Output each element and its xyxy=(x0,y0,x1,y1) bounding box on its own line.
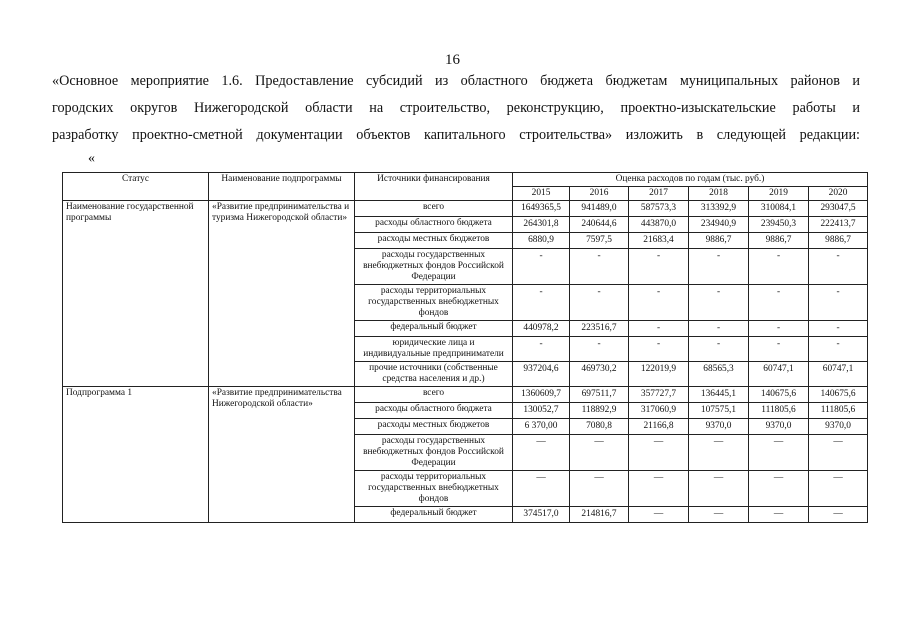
financing-table xyxy=(62,172,868,523)
value-cell: 374517,0 xyxy=(513,507,570,523)
intro-paragraph xyxy=(52,68,860,149)
intro-line-2: городских округов Нижегородской области на строительство, реконструкцию, проектно-изыскательские работы и xyxy=(52,100,860,116)
header-year: 2020 xyxy=(809,187,868,201)
value-cell: 443870,0 xyxy=(629,217,689,233)
value-cell: - xyxy=(749,337,809,362)
value-cell: — xyxy=(749,507,809,523)
header-year: 2015 xyxy=(513,187,570,201)
header-year: 2019 xyxy=(749,187,809,201)
value-cell: - xyxy=(689,285,749,321)
page-number: 16 xyxy=(445,52,460,68)
value-cell: 9886,7 xyxy=(689,233,749,249)
subprogram-cell: «Развитие предпринимательства и туризма Нижегородской области» xyxy=(209,201,355,387)
value-cell: 9370,0 xyxy=(809,419,868,435)
value-cell: — xyxy=(809,471,868,507)
value-cell: 469730,2 xyxy=(570,362,629,387)
source-cell: расходы местных бюджетов xyxy=(355,419,513,435)
value-cell: 111805,6 xyxy=(809,403,868,419)
value-cell: - xyxy=(749,321,809,337)
status-cell: Подпрограмма 1 xyxy=(63,387,209,523)
value-cell: — xyxy=(689,471,749,507)
value-cell: - xyxy=(570,285,629,321)
value-cell: 68565,3 xyxy=(689,362,749,387)
value-cell: — xyxy=(513,471,570,507)
value-cell: - xyxy=(809,321,868,337)
value-cell: 240644,6 xyxy=(570,217,629,233)
value-cell: - xyxy=(629,321,689,337)
value-cell: — xyxy=(629,507,689,523)
value-cell: — xyxy=(809,507,868,523)
source-cell: расходы территориальных государственных внебюджетных фондов xyxy=(355,471,513,507)
value-cell: 313392,9 xyxy=(689,201,749,217)
value-cell: 111805,6 xyxy=(749,403,809,419)
value-cell: 21166,8 xyxy=(629,419,689,435)
value-cell: - xyxy=(809,249,868,285)
source-cell: федеральный бюджет xyxy=(355,321,513,337)
header-year: 2017 xyxy=(629,187,689,201)
intro-line-1: «Основное мероприятие 1.6. Предоставление субсидий из областного бюджета бюджетам муниципальных районов и xyxy=(52,73,860,89)
intro-line-3: разработку проектно-сметной документации объектов капитального строительства» изложить в следующей редакции: xyxy=(52,127,860,143)
value-cell: — xyxy=(749,435,809,471)
source-cell: юридические лица и индивидуальные предприниматели xyxy=(355,337,513,362)
value-cell: 140675,6 xyxy=(749,387,809,403)
header-status: Статус xyxy=(63,173,209,201)
value-cell: - xyxy=(689,321,749,337)
value-cell: — xyxy=(629,471,689,507)
value-cell: 107575,1 xyxy=(689,403,749,419)
value-cell: - xyxy=(809,337,868,362)
value-cell: 7597,5 xyxy=(570,233,629,249)
value-cell: 239450,3 xyxy=(749,217,809,233)
source-cell: расходы государственных внебюджетных фондов Российской Федерации xyxy=(355,435,513,471)
value-cell: - xyxy=(629,249,689,285)
value-cell: - xyxy=(689,249,749,285)
value-cell: — xyxy=(749,471,809,507)
value-cell: 357727,7 xyxy=(629,387,689,403)
value-cell: 937204,6 xyxy=(513,362,570,387)
value-cell: 122019,9 xyxy=(629,362,689,387)
value-cell: 440978,2 xyxy=(513,321,570,337)
source-cell: расходы областного бюджета xyxy=(355,217,513,233)
value-cell: 587573,3 xyxy=(629,201,689,217)
value-cell: 293047,5 xyxy=(809,201,868,217)
header-subprogram: Наименование подпрограммы xyxy=(209,173,355,201)
value-cell: — xyxy=(689,507,749,523)
source-cell: расходы государственных внебюджетных фондов Российской Федерации xyxy=(355,249,513,285)
value-cell: 9370,0 xyxy=(689,419,749,435)
source-cell: расходы территориальных государственных внебюджетных фондов xyxy=(355,285,513,321)
value-cell: — xyxy=(570,471,629,507)
value-cell: 9370,0 xyxy=(749,419,809,435)
value-cell: 136445,1 xyxy=(689,387,749,403)
source-cell: всего xyxy=(355,387,513,403)
table-row xyxy=(63,387,868,403)
value-cell: - xyxy=(513,285,570,321)
value-cell: 60747,1 xyxy=(809,362,868,387)
table-row xyxy=(63,201,868,217)
value-cell: — xyxy=(629,435,689,471)
subprogram-cell: «Развитие предпринимательства Нижегородской области» xyxy=(209,387,355,523)
value-cell: 9886,7 xyxy=(809,233,868,249)
value-cell: 310084,1 xyxy=(749,201,809,217)
table-header-row xyxy=(63,173,868,187)
value-cell: 1360609,7 xyxy=(513,387,570,403)
value-cell: - xyxy=(570,337,629,362)
value-cell: 7080,8 xyxy=(570,419,629,435)
value-cell: - xyxy=(749,285,809,321)
header-estimate: Оценка расходов по годам (тыс. руб.) xyxy=(513,173,868,187)
value-cell: — xyxy=(809,435,868,471)
value-cell: — xyxy=(513,435,570,471)
value-cell: - xyxy=(749,249,809,285)
value-cell: - xyxy=(629,337,689,362)
value-cell: 6 370,00 xyxy=(513,419,570,435)
value-cell: 223516,7 xyxy=(570,321,629,337)
header-year: 2016 xyxy=(570,187,629,201)
value-cell: - xyxy=(570,249,629,285)
header-sources: Источники финансирования xyxy=(355,173,513,201)
value-cell: 234940,9 xyxy=(689,217,749,233)
value-cell: — xyxy=(689,435,749,471)
source-cell: расходы областного бюджета xyxy=(355,403,513,419)
value-cell: — xyxy=(570,435,629,471)
value-cell: - xyxy=(629,285,689,321)
source-cell: федеральный бюджет xyxy=(355,507,513,523)
value-cell: 697511,7 xyxy=(570,387,629,403)
value-cell: 214816,7 xyxy=(570,507,629,523)
value-cell: 264301,8 xyxy=(513,217,570,233)
status-cell: Наименование государственной программы xyxy=(63,201,209,387)
value-cell: 118892,9 xyxy=(570,403,629,419)
value-cell: 6880,9 xyxy=(513,233,570,249)
value-cell: 1649365,5 xyxy=(513,201,570,217)
value-cell: - xyxy=(513,249,570,285)
source-cell: расходы местных бюджетов xyxy=(355,233,513,249)
value-cell: 140675,6 xyxy=(809,387,868,403)
header-year: 2018 xyxy=(689,187,749,201)
value-cell: 21683,4 xyxy=(629,233,689,249)
value-cell: 222413,7 xyxy=(809,217,868,233)
value-cell: 317060,9 xyxy=(629,403,689,419)
value-cell: 941489,0 xyxy=(570,201,629,217)
value-cell: - xyxy=(689,337,749,362)
value-cell: 60747,1 xyxy=(749,362,809,387)
value-cell: - xyxy=(513,337,570,362)
value-cell: - xyxy=(809,285,868,321)
value-cell: 9886,7 xyxy=(749,233,809,249)
open-quote: « xyxy=(88,151,95,166)
value-cell: 130052,7 xyxy=(513,403,570,419)
source-cell: всего xyxy=(355,201,513,217)
source-cell: прочие источники (собственные средства населения и др.) xyxy=(355,362,513,387)
